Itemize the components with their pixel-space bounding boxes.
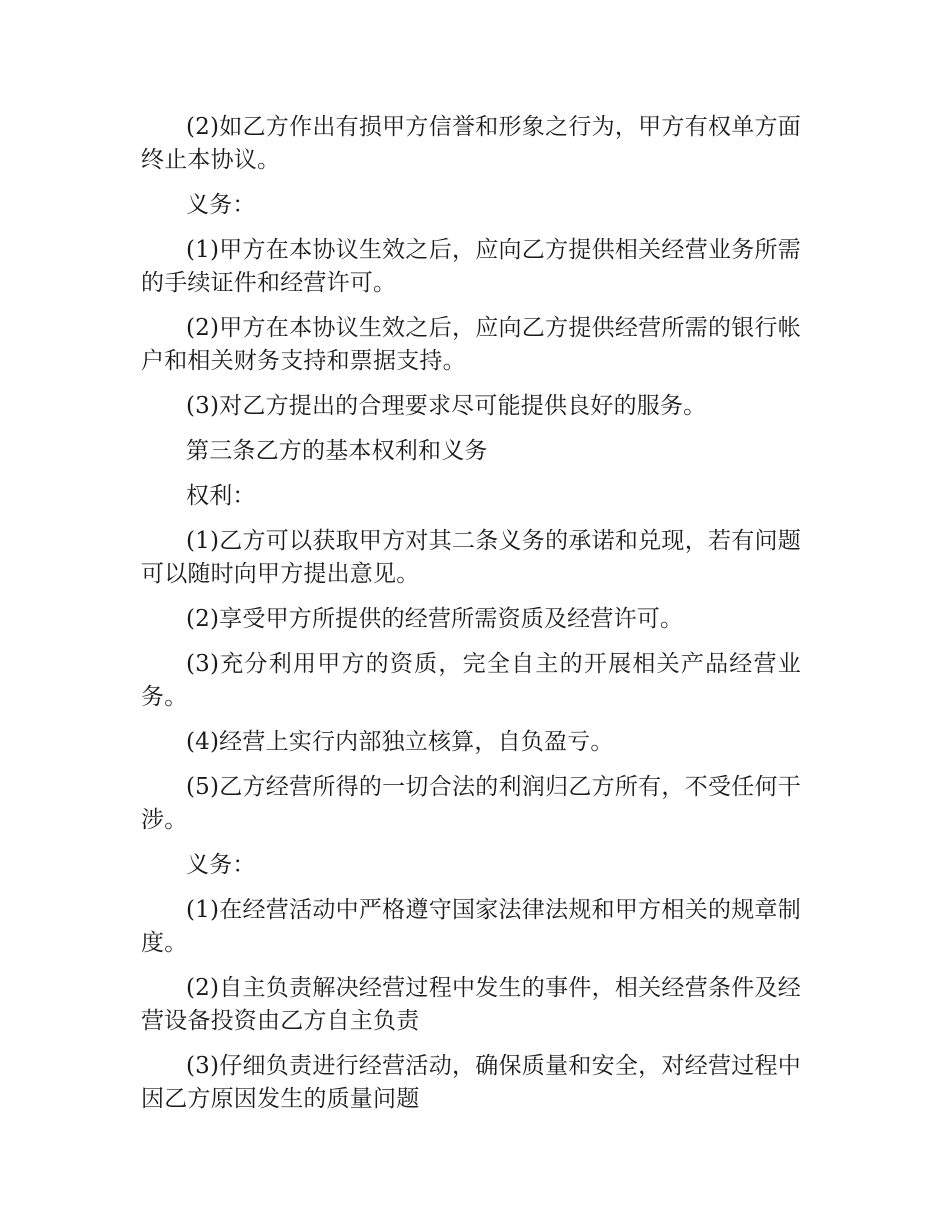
paragraph-party-b-obligation-2: (2)自主负责解决经营过程中发生的事件，相关经营条件及经营设备投资由乙方自主负责 — [141, 975, 801, 1034]
paragraph-party-b-right-5: (5)乙方经营所得的一切合法的利润归乙方所有，不受任何干涉。 — [141, 774, 801, 833]
heading-party-b-obligations: 义务： — [186, 852, 256, 878]
paragraph-party-b-right-2: (2)享受甲方所提供的经营所需资质及经营许可。 — [186, 606, 684, 632]
paragraph-party-b-right-1: (1)乙方可以获取甲方对其二条义务的承诺和兑现，若有问题可以随时向甲方提出意见。 — [141, 528, 801, 587]
paragraph-party-b-obligation-1: (1)在经营活动中严格遵守国家法律法规和甲方相关的规章制度。 — [141, 897, 801, 956]
heading-party-a-obligations: 义务： — [186, 192, 256, 218]
heading-party-b-rights: 权利： — [186, 483, 256, 509]
paragraph-party-b-right-3: (3)充分利用甲方的资质，完全自主的开展相关产品经营业务。 — [141, 651, 801, 710]
paragraph-party-a-obligation-3: (3)对乙方提出的合理要求尽可能提供良好的服务。 — [186, 393, 707, 419]
paragraph-party-a-obligation-2: (2)甲方在本协议生效之后，应向乙方提供经营所需的银行帐户和相关财务支持和票据支持。 — [141, 315, 801, 374]
document-body — [141, 111, 801, 1128]
paragraph-party-a-right-2: (2)如乙方作出有损甲方信誉和形象之行为，甲方有权单方面终止本协议。 — [141, 114, 801, 173]
paragraph-party-b-right-4: (4)经营上实行内部独立核算，自负盈亏。 — [186, 729, 614, 755]
paragraph-party-a-obligation-1: (1)甲方在本协议生效之后，应向乙方提供相关经营业务所需的手续证件和经营许可。 — [141, 237, 801, 296]
section-heading-article-3: 第三条乙方的基本权利和义务 — [186, 438, 488, 464]
paragraph-party-b-obligation-3: (3)仔细负责进行经营活动，确保质量和安全，对经营过程中因乙方原因发生的质量问题 — [141, 1053, 801, 1112]
